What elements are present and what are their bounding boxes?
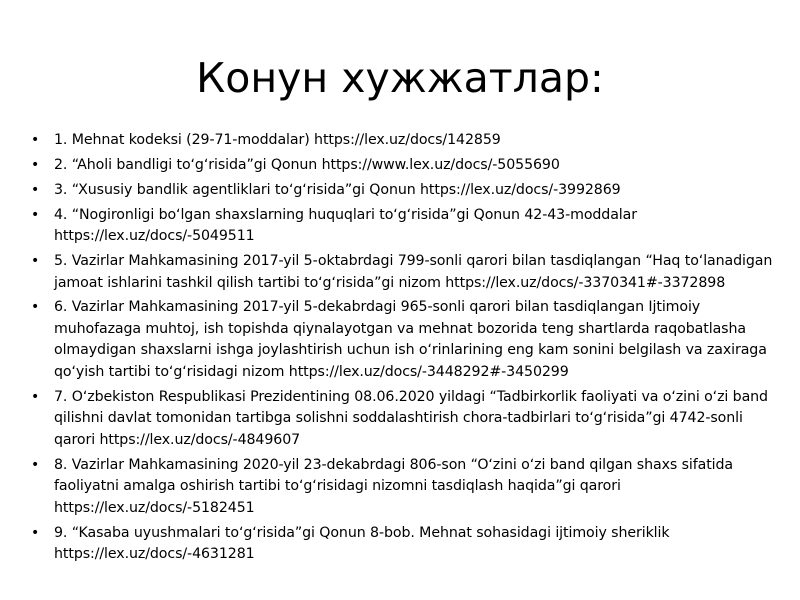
list-item-text: 6. Vazirlar Mahkamasining 2017-yil 5-dekabrdagi 965-sonli qarori bilan tasdiqlangan Ijtimoiy muhofazaga muhtoj, ish topishda qiynalayotgan va mehnat bozorida teng shartlarda raqobatlasha olmaydigan shaxslarni ishga joylashtirish uchun ish oʻrinlarining eng kam sonini belgilash va zaxiraga qoʻyish tartibi toʻgʻrisidagi nizom https://lex.uz/docs/-3448292#-3450299 [54,299,767,380]
list-item-text: 3. “Xususiy bandlik agentliklari toʻgʻrisida”gi Qonun https://lex.uz/docs/-3992869 [54,181,621,198]
list-item-text: 2. “Aholi bandligi toʻgʻrisida”gi Qonun https://www.lex.uz/docs/-5055690 [54,156,560,173]
list-item [30,155,775,177]
slide-title: Конун хужжатлар: [196,54,604,102]
list-item-text: 4. “Nogironligi boʻlgan shaxslarning huquqlari toʻgʻrisida”gi Qonun 42-43-moddalar https://lex.uz/docs/-5049511 [54,206,637,245]
list-item [30,205,775,248]
list-item [30,251,775,294]
list-item [30,387,775,452]
bullet-icon: • [31,524,40,541]
list-item-text: 1. Mehnat kodeksi (29-71-moddalar) https://lex.uz/docs/142859 [54,132,501,148]
bullet-icon: • [31,388,40,405]
legal-documents-list [30,130,775,569]
list-item-text: 7. Oʻzbekiston Respublikasi Prezidentining 08.06.2020 yildagi “Tadbirkorlik faoliyati va oʻzini oʻzi band qilishni davlat tomonidan tartibga solishni soddalashtirish chora-tadbirlari toʻgʻrisida”gi 4742-sonli qarori https://lex.uz/docs/-4849607 [54,388,768,448]
bullet-icon: • [31,132,40,148]
list-item [30,130,775,152]
bullet-icon: • [31,206,40,223]
list-item [30,297,775,383]
bullet-icon: • [31,299,40,316]
bullet-icon: • [31,456,40,473]
list-item [30,455,775,520]
list-item-text: 8. Vazirlar Mahkamasining 2020-yil 23-dekabrdagi 806-son “Oʻzini oʻzi band qilgan shaxs sifatida faoliyatni amalga oshirish tartibi toʻgʻrisidagi nizomni tasdiqlash haqida”gi qarori https://lex.uz/docs/-5182451 [54,456,734,516]
bullet-icon: • [31,253,40,270]
list-item [30,180,775,202]
list-item-text: 9. “Kasaba uyushmalari toʻgʻrisida”gi Qonun 8-bob. Mehnat sohasidagi ijtimoiy sheriklik https://lex.uz/docs/-4631281 [54,524,670,563]
bullet-icon: • [31,156,40,173]
list-item [30,523,775,566]
bullet-icon: • [31,181,40,198]
list-item-text: 5. Vazirlar Mahkamasining 2017-yil 5-oktabrdagi 799-sonli qarori bilan tasdiqlangan “Haq toʻlanadigan jamoat ishlarini tashkil qilish tartibi toʻgʻrisida”gi nizom https://lex.uz/docs/-3370341#-3372898 [54,253,773,291]
